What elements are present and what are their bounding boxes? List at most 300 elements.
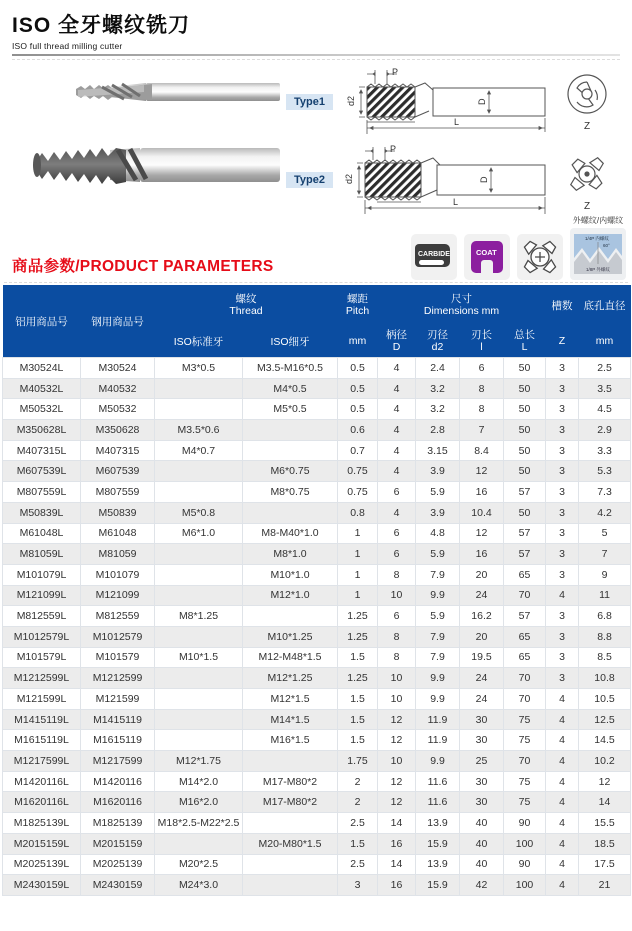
table-cell: 12.5 [579,709,631,730]
table-cell: 6 [378,482,416,503]
table-row [3,771,631,792]
table-cell [243,875,338,896]
table-cell: 1.5 [338,647,378,668]
col-flutes-sym: Z [546,325,579,358]
table-cell: M4*0.7 [155,440,243,461]
table-cell: 8 [378,647,416,668]
table-cell: 1.25 [338,606,378,627]
table-cell: 12 [460,523,504,544]
table-cell: M10*1.25 [243,626,338,647]
table-cell: M5*0.8 [155,502,243,523]
table-cell: 3.2 [416,399,460,420]
table-cell: 8.4 [460,440,504,461]
cut-dia-cn: 刃径 [427,329,448,341]
table-cell: 3 [546,544,579,565]
table-cell: 100 [504,875,546,896]
table-cell: M121099L [3,585,81,606]
thread-cn: 螺纹 [235,293,257,305]
table-body [3,358,631,896]
table-cell: 57 [504,606,546,627]
table-cell: M14*2.0 [155,771,243,792]
table-cell: M1825139 [81,813,155,834]
table-cell: M5*0.5 [243,399,338,420]
table-cell: 1 [338,564,378,585]
table-cell: 6 [460,358,504,379]
table-cell: M1217599L [3,751,81,772]
table-cell: M20-M80*1.5 [243,833,338,854]
table-cell: 8 [378,564,416,585]
table-cell: 70 [504,751,546,772]
table-cell: 1.75 [338,751,378,772]
thread-external-label: 1/8P 外螺纹 [586,267,610,272]
dim-D-label2: D [478,176,489,183]
table-cell: M1217599 [81,751,155,772]
table-cell: 12 [378,730,416,751]
table-cell: 3.9 [416,502,460,523]
header-dashed-rule [12,59,620,60]
table-cell: M101079 [81,564,155,585]
dim-D-label: D [476,98,487,105]
table-cell: 10 [378,668,416,689]
table-cell: M50839 [81,502,155,523]
table-cell: 3 [546,626,579,647]
table-cell: 25 [460,751,504,772]
table-cell: 15.9 [416,833,460,854]
table-cell: 2.5 [338,813,378,834]
cutter-cross-section-icon [517,234,563,280]
table-cell [155,482,243,503]
table-cell: 4.2 [579,502,631,523]
table-cell: 4 [546,875,579,896]
table-cell: 16.2 [460,606,504,627]
table-cell: 17.5 [579,854,631,875]
table-cell: 13.9 [416,854,460,875]
table-cell: M1212599L [3,668,81,689]
table-cell: 10.4 [460,502,504,523]
dim-p-label2: P [389,144,396,154]
table-cell: 75 [504,709,546,730]
coat-label: COAT [476,248,497,257]
table-cell: M1012579L [3,626,81,647]
table-cell: M607539L [3,461,81,482]
table-cell: 4 [378,358,416,379]
section-title: 商品参数/PRODUCT PARAMETERS [12,258,274,275]
total-len-cn: 总长 [514,329,535,341]
table-cell: 1.5 [338,833,378,854]
table-cell: M1415119 [81,709,155,730]
table-cell: 50 [504,461,546,482]
table-cell: 4 [378,420,416,441]
table-row [3,792,631,813]
table-cell [243,813,338,834]
table-cell: M8*1.25 [155,606,243,627]
table-cell: 75 [504,730,546,751]
table-cell: 3 [546,647,579,668]
dim-L-label: L [453,117,459,127]
table-cell: 3 [338,875,378,896]
type2-label: Type2 [286,172,333,188]
table-cell: M17-M80*2 [243,792,338,813]
table-cell: M1825139L [3,813,81,834]
table-cell: 2 [338,792,378,813]
table-cell: 6 [378,523,416,544]
table-cell: M30524 [81,358,155,379]
table-cell: 5.9 [416,606,460,627]
table-cell: 11.6 [416,792,460,813]
table-cell: 3 [546,523,579,544]
col-iso-fine: ISO细牙 [243,325,338,358]
table-cell [155,378,243,399]
col-total-len [504,325,546,358]
col-cut-dia [416,325,460,358]
table-cell: M1620116 [81,792,155,813]
table-cell: 8.5 [579,647,631,668]
table-cell: 1.5 [338,709,378,730]
table-cell: M812559L [3,606,81,627]
product-visuals [4,64,628,216]
type1-diagram [337,66,562,138]
table-cell: M10*1.5 [155,647,243,668]
page-subtitle: ISO full thread milling cutter [12,41,123,51]
dims-en: Dimensions mm [423,305,500,317]
table-cell: M61048 [81,523,155,544]
table-cell: 4 [546,854,579,875]
table-cell: 5.9 [416,544,460,565]
table-cell: 3.9 [416,461,460,482]
type1-row [286,66,628,138]
table-cell: M121599L [3,689,81,710]
table-cell: 0.6 [338,420,378,441]
table-cell: 2.5 [338,854,378,875]
table-cell: M81059L [3,544,81,565]
table-row [3,502,631,523]
table-cell: 24 [460,668,504,689]
table-cell: 3.2 [416,378,460,399]
table-cell: 9.9 [416,668,460,689]
table-cell: 11 [579,585,631,606]
table-cell: 11.9 [416,730,460,751]
table-cell: M10*1.0 [243,564,338,585]
table-cell: 21 [579,875,631,896]
table-cell: 40 [460,854,504,875]
table-cell: 42 [460,875,504,896]
table-cell: M101579L [3,647,81,668]
table-cell: 1.5 [338,730,378,751]
table-cell: M24*3.0 [155,875,243,896]
table-cell: 3 [546,420,579,441]
table-cell: 10 [378,585,416,606]
table-cell: 8.8 [579,626,631,647]
page-title: ISO 全牙螺纹铣刀 [12,14,191,37]
table-cell: 10.5 [579,689,631,710]
table-cell: 12 [378,709,416,730]
table-cell: 57 [504,523,546,544]
table-cell: 12 [460,461,504,482]
table-cell: 0.7 [338,440,378,461]
table-cell: M40532L [3,378,81,399]
table-cell: M12*1.0 [243,585,338,606]
table-cell: 4 [546,689,579,710]
table-cell: M16*2.0 [155,792,243,813]
thread-internal-label: 1/4P 内螺纹 [585,236,609,241]
table-cell: 1.25 [338,626,378,647]
table-cell: 4 [546,833,579,854]
table-cell: 1 [338,585,378,606]
table-cell: 1 [338,544,378,565]
table-cell: 6 [378,606,416,627]
table-cell: 50 [504,358,546,379]
table-cell: M607539 [81,461,155,482]
table-cell: 2.8 [416,420,460,441]
col-steel: 钢用商品号 [81,285,155,358]
table-cell: M12-M48*1.5 [243,647,338,668]
table-row [3,709,631,730]
col-flutes-cn: 槽数 [546,285,579,325]
table-cell: 90 [504,854,546,875]
table-cell: 0.5 [338,358,378,379]
table-cell: M2015159L [3,833,81,854]
table-cell: 3 [546,378,579,399]
table-cell: 30 [460,792,504,813]
carbide-badge [411,234,457,280]
shank-cn: 柄径 [386,329,407,341]
col-hole-unit: mm [579,325,631,358]
table-cell: 3 [546,564,579,585]
table-cell: M1420116 [81,771,155,792]
table-cell: 19.5 [460,647,504,668]
table-cell: M1415119L [3,709,81,730]
table-cell: M121599 [81,689,155,710]
table-cell [155,585,243,606]
table-cell: 6 [378,544,416,565]
thread-en: Thread [229,305,263,317]
table-cell [155,544,243,565]
cut-len-sym: l [480,341,483,353]
table-cell: 3 [546,502,579,523]
table-cell: M2025139 [81,854,155,875]
table-cell: 1.5 [338,689,378,710]
table-cell: 20 [460,564,504,585]
table-cell: M12*1.5 [243,689,338,710]
cutter-photo-type1 [66,72,282,112]
table-cell: 5.3 [579,461,631,482]
table-cell: 4 [546,709,579,730]
table-cell: 20 [460,626,504,647]
table-cell [243,854,338,875]
parameters-table [2,285,631,896]
col-aluminum: 铝用商品号 [3,285,81,358]
table-cell: M2430159L [3,875,81,896]
table-cell: 75 [504,771,546,792]
table-cell [155,626,243,647]
table-cell: M8-M40*1.0 [243,523,338,544]
table-cell: M40532 [81,378,155,399]
table-row [3,689,631,710]
table-row [3,378,631,399]
table-row [3,833,631,854]
table-cell: 3.15 [416,440,460,461]
table-cell: 3.5 [579,378,631,399]
table-cell: 70 [504,689,546,710]
table-cell: 4 [546,751,579,772]
table-cell: 6.8 [579,606,631,627]
table-cell: 3 [546,461,579,482]
table-head [3,285,631,358]
type1-label: Type1 [286,94,333,110]
table-cell: 30 [460,771,504,792]
table-cell: 3 [546,358,579,379]
table-cell: 8 [378,626,416,647]
table-row [3,854,631,875]
table-cell: M20*2.5 [155,854,243,875]
table-row [3,461,631,482]
total-len-sym: L [521,341,528,353]
table-cell [243,751,338,772]
table-cell: 1 [338,523,378,544]
table-cell: 7.9 [416,564,460,585]
col-shank [378,325,416,358]
table-cell: M101079L [3,564,81,585]
table-cell [155,399,243,420]
table-cell: 7 [579,544,631,565]
table-cell: 16 [460,482,504,503]
table-cell: 4.8 [416,523,460,544]
table-cell: 10.8 [579,668,631,689]
table-cell: 5.9 [416,482,460,503]
table-row [3,544,631,565]
table-row [3,751,631,772]
table-cell: 14 [579,792,631,813]
table-cell: M350628L [3,420,81,441]
thread-profile-icon [570,228,626,280]
header-rule [12,54,620,56]
table-cell: 4 [378,502,416,523]
dim-d2-label: d2 [345,95,356,106]
table-cell: M81059 [81,544,155,565]
table-cell: M12*1.25 [243,668,338,689]
table-cell: M61048L [3,523,81,544]
table-cell: 12 [579,771,631,792]
table-cell: 4 [546,792,579,813]
table-cell: 2.5 [579,358,631,379]
table-cell: 11.9 [416,709,460,730]
shank-sym: D [392,341,401,353]
table-cell: 4 [546,771,579,792]
table-cell: 18.5 [579,833,631,854]
table-row [3,668,631,689]
table-cell: 7.9 [416,626,460,647]
diagrams [286,64,628,216]
table-cell: 57 [504,544,546,565]
table-row [3,358,631,379]
col-pitch-unit: mm [338,325,378,358]
table-cell: 90 [504,813,546,834]
badges [411,216,626,280]
table-cell: M807559 [81,482,155,503]
table-cell: 65 [504,564,546,585]
table-cell: 7.9 [416,647,460,668]
table-cell [155,461,243,482]
table-cell: 16 [460,544,504,565]
table-cell: M50532L [3,399,81,420]
table-cell: M8*1.0 [243,544,338,565]
table-cell: 70 [504,668,546,689]
table-cell: M812559 [81,606,155,627]
table-cell: 3 [546,482,579,503]
colgroup-pitch [338,285,378,325]
table-cell: 4 [546,813,579,834]
type1-end-view [562,69,612,135]
table-cell: M8*0.75 [243,482,338,503]
table-cell: M3*0.5 [155,358,243,379]
table-cell [155,668,243,689]
table-cell: 50 [504,399,546,420]
table-cell: M350628 [81,420,155,441]
table-cell: 3 [546,668,579,689]
table-cell: M6*0.75 [243,461,338,482]
table-cell [243,420,338,441]
cut-len-cn: 刃长 [471,329,492,341]
parameters-table-wrap [2,285,630,896]
table-cell: 57 [504,482,546,503]
table-cell: 0.5 [338,399,378,420]
table-cell: M16*1.5 [243,730,338,751]
table-cell: M1012579 [81,626,155,647]
table-cell: 100 [504,833,546,854]
table-cell: M3.5-M16*0.5 [243,358,338,379]
table-cell: 4 [378,378,416,399]
pitch-cn: 螺距 [347,293,368,305]
table-cell: 12 [378,792,416,813]
cut-dia-sym: d2 [431,341,444,353]
table-cell: 4 [546,585,579,606]
flutes-z-label2: Z [583,201,591,212]
table-cell: 15.9 [416,875,460,896]
table-cell [155,833,243,854]
table-cell: M407315 [81,440,155,461]
table-cell: M2015159 [81,833,155,854]
table-cell: 4 [378,440,416,461]
table-cell: 8 [460,399,504,420]
table-cell [155,689,243,710]
table-cell: 12 [378,771,416,792]
table-dashed-rule [4,282,628,283]
table-cell: 14 [378,813,416,834]
table-cell: 0.75 [338,461,378,482]
pitch-en: Pitch [345,305,370,317]
cutter-photo-type2 [28,134,282,196]
table-cell: 9.9 [416,689,460,710]
table-cell: 14.5 [579,730,631,751]
table-cell: 5 [579,523,631,544]
table-cell: 9.9 [416,585,460,606]
thread-profile-group [570,216,626,280]
table-cell: 2 [338,771,378,792]
table-cell: M1620116L [3,792,81,813]
table-row [3,523,631,544]
table-cell: 7.3 [579,482,631,503]
table-cell: M50839L [3,502,81,523]
table-cell: M3.5*0.6 [155,420,243,441]
table-cell: 3 [546,399,579,420]
colgroup-dimensions [378,285,546,325]
table-cell [243,606,338,627]
table-cell: M17-M80*2 [243,771,338,792]
table-cell: M121099 [81,585,155,606]
product-photos [4,64,286,216]
col-cut-len [460,325,504,358]
dims-cn: 尺寸 [451,293,472,305]
